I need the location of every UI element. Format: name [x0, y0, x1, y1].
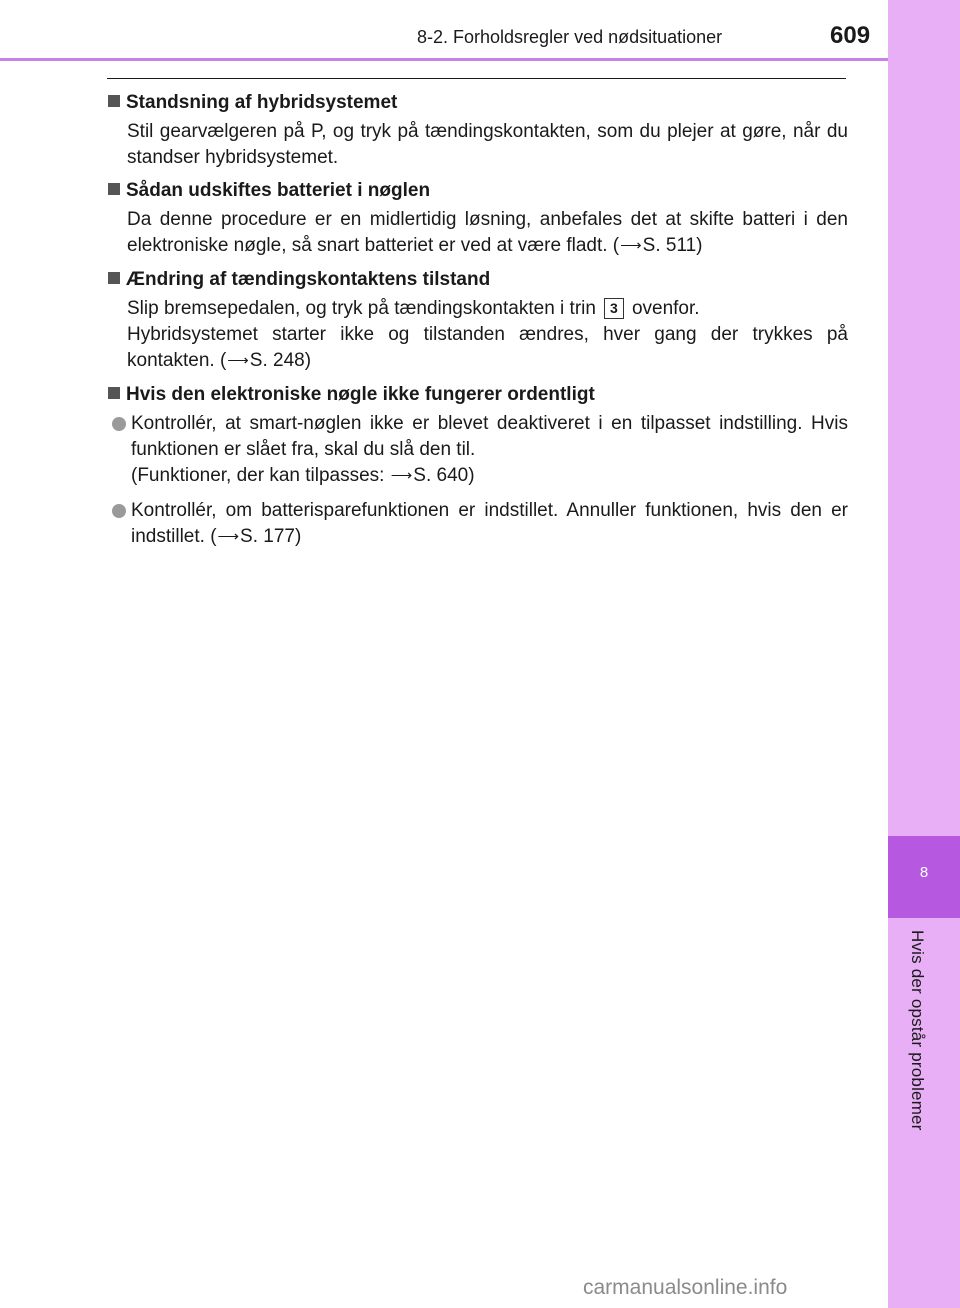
page-reference-link[interactable]: S. 248 — [249, 350, 305, 371]
watermark: carmanualsonline.info — [583, 1276, 788, 1299]
square-bullet-icon — [108, 387, 120, 399]
body-text: ovenfor. — [631, 298, 700, 319]
body-text: ) — [304, 350, 312, 371]
square-bullet-icon — [108, 272, 120, 284]
square-bullet-icon — [108, 183, 120, 195]
page-reference-link[interactable]: S. 177 — [240, 526, 295, 547]
body-text: Hybridsystemet starter ikke og tilstanden ændres, hver gang der trykkes på kontakten. ( — [127, 324, 848, 371]
body-text: Slip bremsepedalen, og tryk på tændingskontakten i trin — [127, 298, 596, 319]
section-title: Standsning af hybridsystemet — [126, 92, 398, 113]
square-bullet-icon — [108, 95, 120, 107]
list-item-text — [131, 498, 848, 551]
page-number: 609 — [830, 22, 871, 49]
list-item-text — [131, 411, 848, 490]
section-body: Stil gearvælgeren på P, og tryk på tændingskontakten, som du plejer at gøre, når du standser hybridsystemet. — [127, 121, 848, 168]
body-text: ) — [468, 465, 475, 486]
step-number-badge: 3 — [604, 298, 624, 319]
section-ignition-mode — [108, 267, 848, 375]
circle-bullet-icon — [112, 504, 126, 518]
body-text: ) — [696, 235, 703, 256]
body-text: Kontrollér, om batterisparefunktionen er indstillet. Annuller funktionen, hvis den er indstillet. ( — [131, 500, 848, 547]
body-text: ) — [294, 526, 302, 547]
section-heading — [108, 267, 848, 293]
body-text: Kontrollér, at smart-nøglen ikke er blevet deaktiveret i en tilpasset indstilling. Hvis funktionen er slået fra, skal du slå den til. — [131, 413, 848, 460]
section-heading — [108, 382, 848, 408]
list-item — [108, 498, 848, 551]
section-replace-battery — [108, 178, 848, 260]
page-content — [108, 90, 848, 558]
page-reference-link[interactable]: S. 511 — [642, 235, 697, 256]
circle-bullet-icon — [112, 417, 126, 431]
chapter-label: Hvis der opstår problemer — [908, 930, 927, 1131]
page-reference-link[interactable]: S. 640 — [413, 465, 469, 486]
section-body — [127, 296, 848, 375]
header-section-title: 8-2. Forholdsregler ved nødsituationer — [417, 27, 723, 47]
content-top-rule — [107, 78, 846, 79]
section-heading — [108, 178, 848, 204]
section-stop-hybrid — [108, 90, 848, 171]
header-divider — [0, 58, 888, 61]
list-item — [108, 411, 848, 490]
arrow-right-icon: ⟶ — [227, 352, 249, 369]
section-key-not-working — [108, 382, 848, 551]
section-title: Ændring af tændingskontaktens tilstand — [126, 269, 491, 290]
arrow-right-icon: ⟶ — [217, 528, 240, 545]
section-heading — [108, 90, 848, 116]
body-text: Da denne procedure er en midlertidig løsning, anbefales det at skifte batteri i den elektroniske nøgle, så snart batteriet er ved at være fladt. ( — [127, 209, 848, 256]
section-title: Hvis den elektroniske nøgle ikke fungerer ordentligt — [126, 384, 595, 405]
arrow-right-icon: ⟶ — [390, 467, 413, 484]
section-body — [127, 207, 848, 260]
arrow-right-icon: ⟶ — [620, 237, 642, 254]
section-title: Sådan udskiftes batteriet i nøglen — [126, 180, 431, 201]
chapter-number: 8 — [919, 864, 929, 881]
body-text: (Funktioner, der kan tilpasses: — [131, 465, 385, 486]
